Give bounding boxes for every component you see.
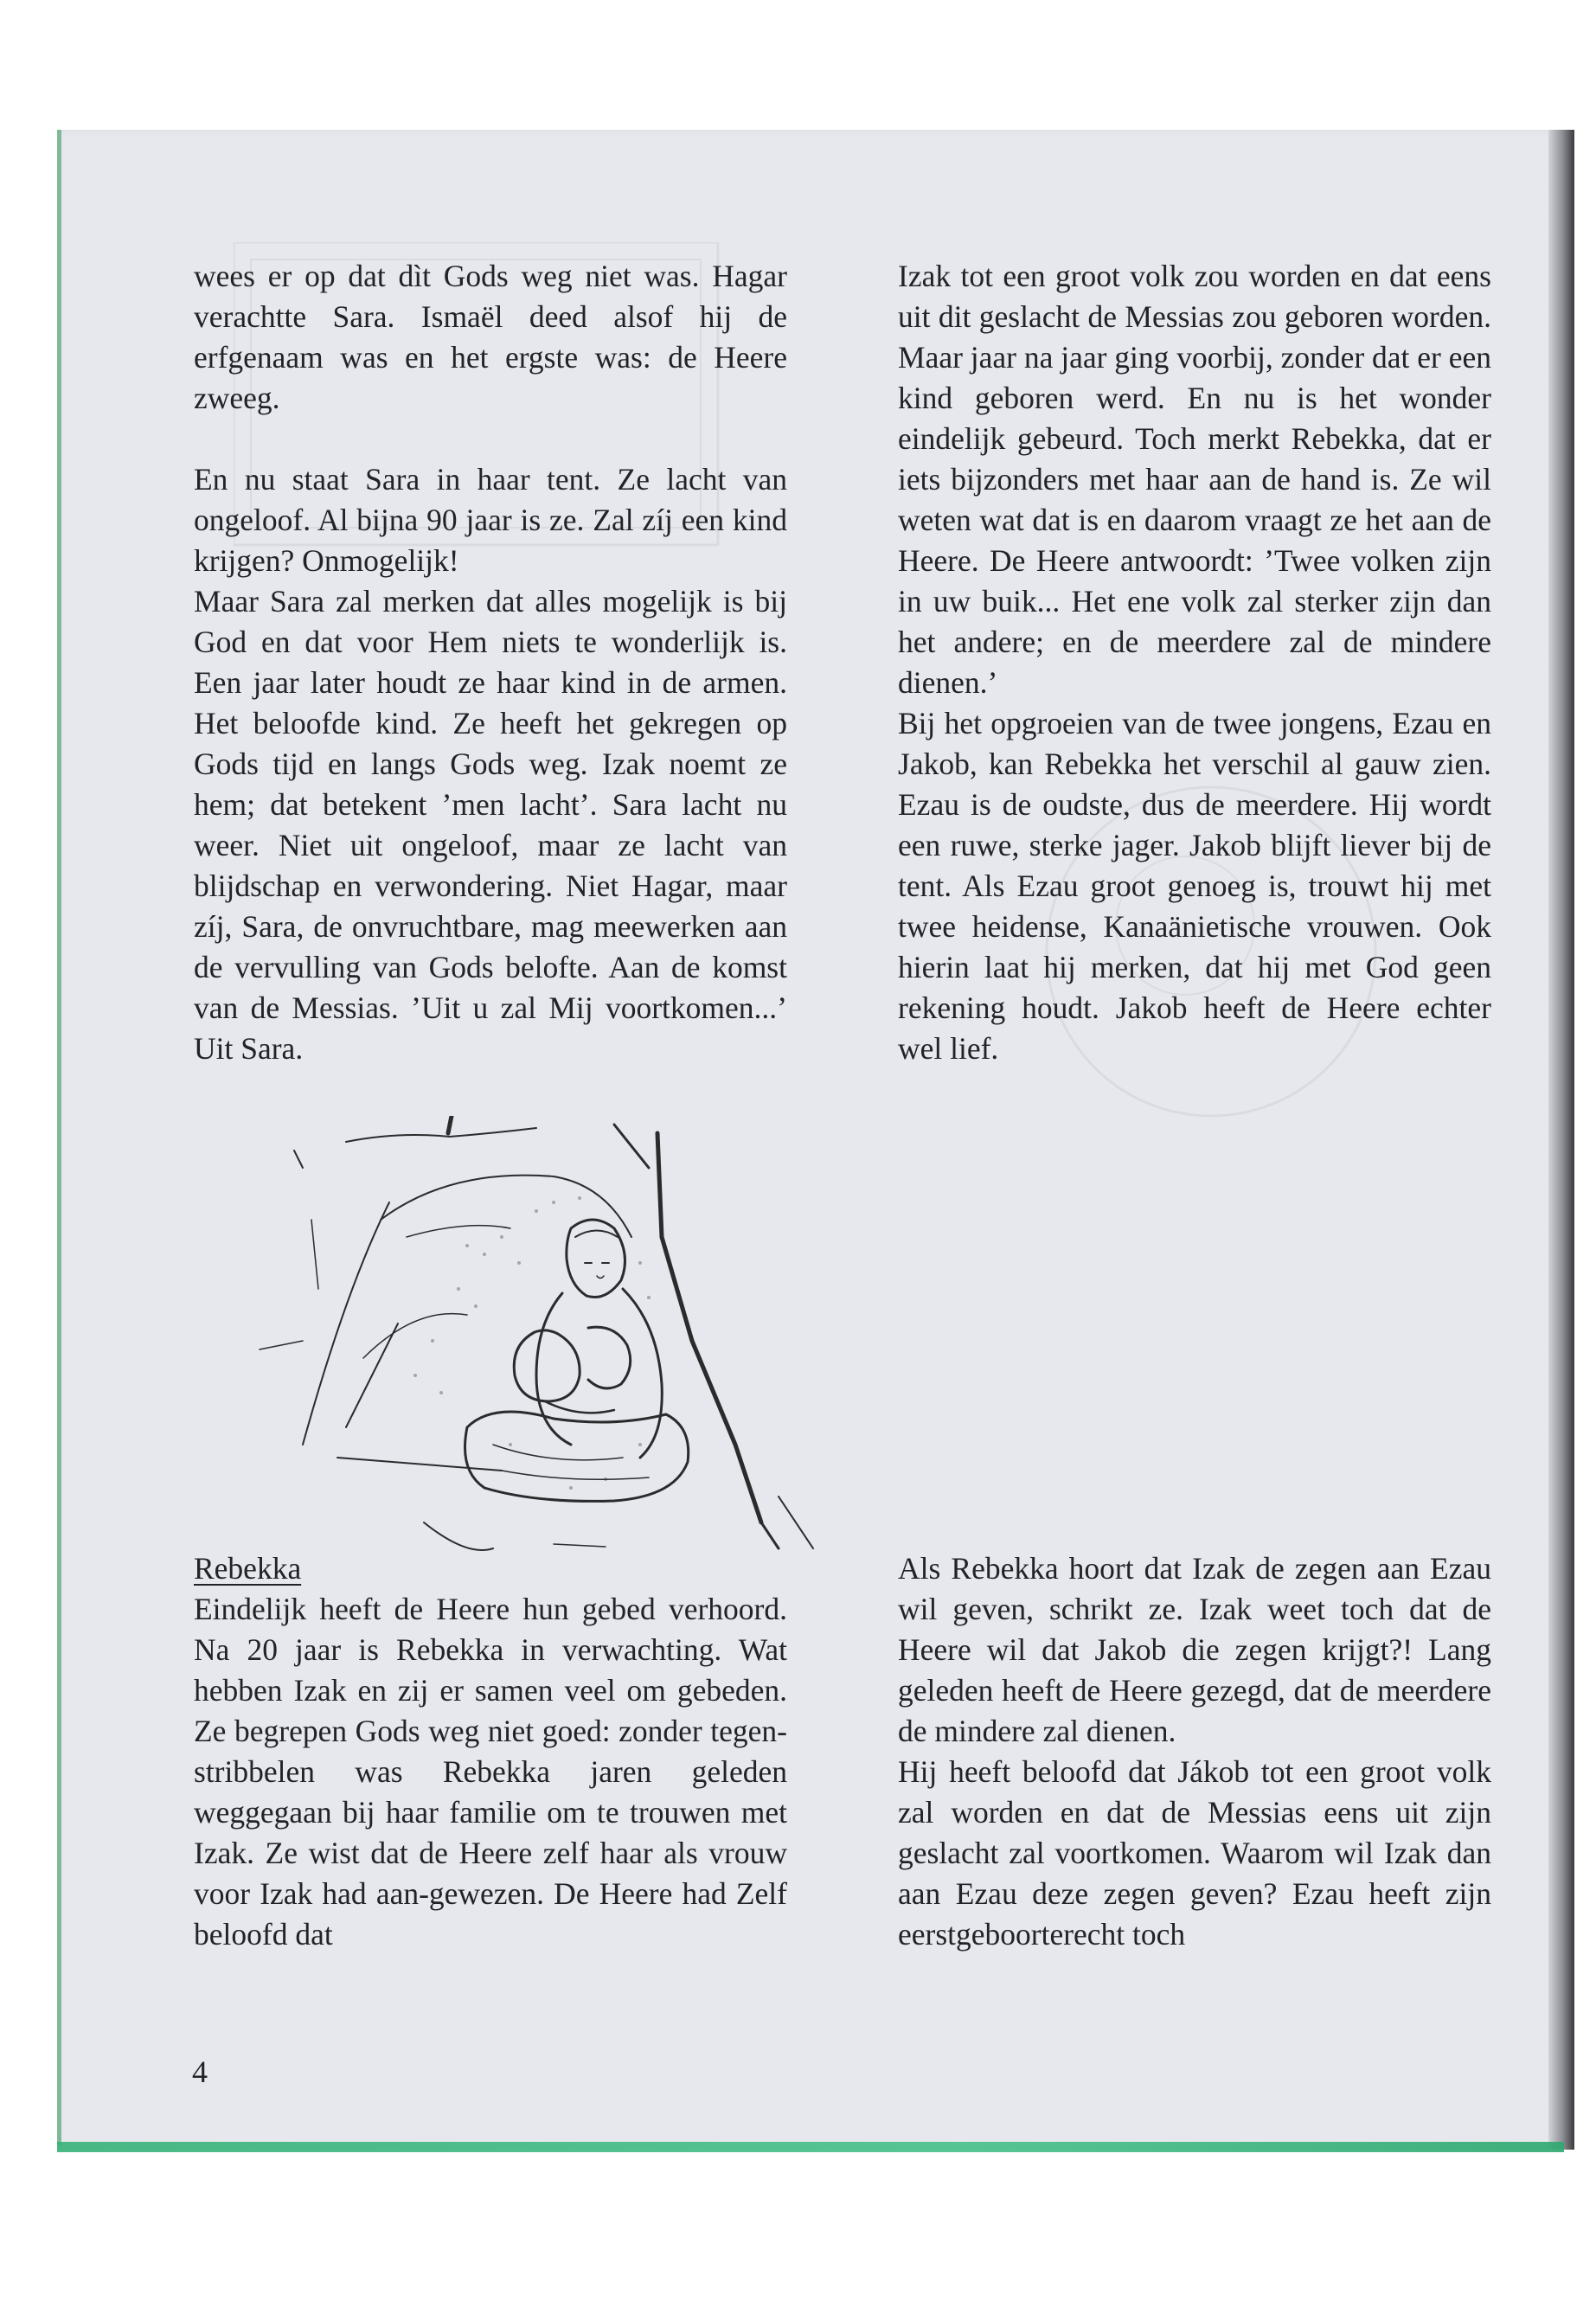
text-column-top-left xyxy=(194,256,787,1069)
paragraph: Als Rebekka hoort dat Izak de zegen aan Ezau wil geven, schrikt ze. Izak weet toch dat de Heere wil dat Jakob die zegen krijgt?! Lang geleden heeft de Heere gezegd, dat de meerdere de mindere zal dienen. xyxy=(898,1551,1491,1748)
sara-with-baby-in-tent-sketch xyxy=(208,1116,969,1566)
paragraph: Maar Sara zal merken dat alles mogelijk is bij God en dat voor Hem niets te wonderlijk is. Een jaar later houdt ze haar kind in de armen. Het beloofde kind. Ze heeft het gekregen op Gods tijd en langs Gods weg. Izak noemt ze hem; dat betekent ’men lacht’. Sara lacht nu weer. Niet uit ongeloof, maar ze lacht van blijdschap en verwondering. Niet Hagar, maar zíj, Sara, de onvruchtbare, mag meewerken aan de vervulling van Gods belofte. Aan de komst van de Messias. ’Uit u zal Mij voortkomen...’ Uit Sara. xyxy=(194,584,787,1066)
page-spine-shadow xyxy=(1548,130,1574,2150)
text-column-bottom-left xyxy=(194,1548,787,1955)
paragraph: wees er op dat dìt Gods weg niet was. Hagar verachtte Sara. Ismaël deed alsof hij de erfgenaam was en het ergste was: de Heere zweeg. xyxy=(194,259,787,415)
paragraph: Bij het opgroeien van de twee jongens, Ezau en Jakob, kan Rebekka het verschil al gauw zien. Ezau is de oudste, dus de meerdere. Hij wordt een ruwe, sterke jager. Jakob blijft liever bij de tent. Als Ezau groot genoeg is, trouwt hij met twee heidense, Kanaänietische vrouwen. Ook hierin laat hij merken, dat hij met God geen rekening houdt. Jakob heeft de Heere echter wel lief. xyxy=(898,706,1491,1066)
section-heading: Rebekka xyxy=(194,1551,302,1586)
paragraph: Hij heeft beloofd dat Jákob tot een groot volk zal worden en dat de Messias eens uit zijn geslacht zal voortkomen. Waarom wil Izak dan aan Ezau deze zegen geven? Ezau heeft zijn eerstgeboorterecht toch xyxy=(898,1754,1491,1952)
page-edge-left xyxy=(57,130,61,2145)
page-number: 4 xyxy=(192,2054,208,2089)
paragraph: En nu staat Sara in haar tent. Ze lacht van ongeloof. Al bijna 90 jaar is ze. Zal zíj een kind krijgen? Onmogelijk! xyxy=(194,462,787,578)
text-column-bottom-right xyxy=(898,1548,1491,1955)
paragraph: Eindelijk heeft de Heere hun gebed verhoord. Na 20 jaar is Rebekka in verwachting. Wat hebben Izak en zij er samen veel om gebeden. Ze begrepen Gods weg niet goed: zonder tegen-stribbelen was Rebekka jaren geleden weggegaan bij haar familie om te trouwen met Izak. Ze wist dat de Heere zelf haar als vrouw voor Izak had aan-gewezen. De Heere had Zelf beloofd dat xyxy=(194,1592,787,1952)
paragraph: Izak tot een groot volk zou worden en dat eens uit dit geslacht de Messias zou geboren worden. Maar jaar na jaar ging voorbij, zonder dat er een kind geboren werd. En nu is het wonder eindelijk gebeurd. Toch merkt Rebekka, dat er iets bijzonders met haar aan de hand is. Ze wil weten wat dat is en daarom vraagt ze het aan de Heere. De Heere antwoordt: ’Twee volken zijn in uw buik... Het ene volk zal sterker zijn dan het andere; en de meerdere zal de mindere dienen.’ xyxy=(898,259,1492,700)
page-edge-bottom xyxy=(57,2142,1564,2152)
text-column-top-right xyxy=(898,256,1491,1069)
